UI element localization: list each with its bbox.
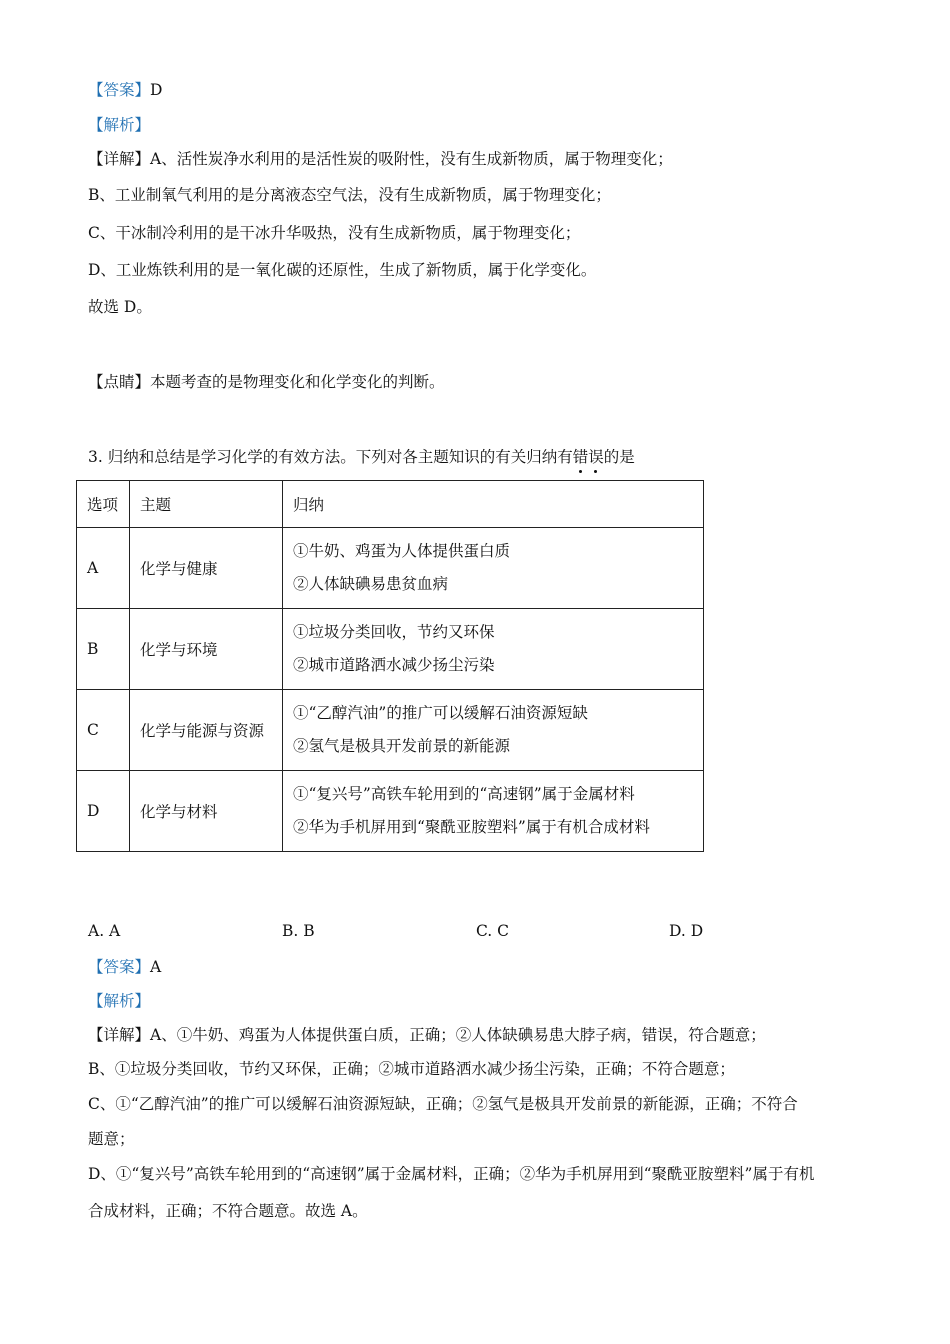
table-row-c [77, 690, 704, 771]
header-option: 选项 [77, 481, 130, 528]
answer-line-q3 [88, 956, 161, 978]
detail-line-q3-b: B、①垃圾分类回收，节约又环保，正确；②城市道路洒水减少扬尘污染，正确；不符合题意； [88, 1060, 735, 1078]
row-summary [283, 528, 704, 609]
table-header-row [77, 481, 704, 528]
table-row-a [77, 528, 704, 609]
choice-list [0, 922, 950, 944]
comment-line-q2 [88, 371, 445, 393]
stem-emphasis-char-2: 误 [588, 448, 604, 466]
analysis-line-q3 [88, 990, 150, 1012]
detail-line-q2-b: B、工业制氧气利用的是分离液态空气法，没有生成新物质，属于物理变化； [88, 186, 611, 204]
header-topic: 主题 [130, 481, 283, 528]
summary-item: ②华为手机屏用到“聚酰亚胺塑料”属于有机合成材料 [293, 818, 650, 836]
answer-value: A [150, 958, 162, 976]
choice-b[interactable]: B. B [282, 922, 315, 940]
detail-text: A、①牛奶、鸡蛋为人体提供蛋白质，正确；②人体缺碘易患大脖子病，错误，符合题意； [150, 1026, 766, 1044]
emphasis-dots [573, 446, 604, 468]
detail-line-q3-c-cont: 题意； [88, 1130, 135, 1148]
row-topic: 化学与环境 [130, 609, 283, 690]
answer-tag: 【答案】 [88, 958, 151, 976]
row-topic: 化学与材料 [130, 771, 283, 852]
detail-line-q3-d: D、①“复兴号”高铁车轮用到的“高速钢”属于金属材料，正确；②华为手机屏用到“聚酰亚胺塑料”属于有机 [88, 1165, 815, 1183]
detail-line-q3-c: C、①“乙醇汽油”的推广可以缓解石油资源短缺，正确；②氢气是极具开发前景的新能源，正确；不符合 [88, 1095, 798, 1113]
row-option: D [77, 771, 130, 852]
conclusion-line-q2: 故选 D。 [88, 298, 152, 316]
summary-item: ②人体缺碘易患贫血病 [293, 575, 449, 593]
detail-tag: 【详解】 [88, 150, 151, 168]
answer-line-q2 [88, 79, 162, 101]
analysis-tag: 【解析】 [88, 116, 151, 134]
summary-item: ②氢气是极具开发前景的新能源 [293, 737, 511, 755]
comment-tag: 【点睛】 [88, 373, 151, 391]
summary-item: ①“复兴号”高铁车轮用到的“高速钢”属于金属材料 [293, 785, 635, 803]
analysis-tag: 【解析】 [88, 992, 151, 1010]
detail-line-q2-d: D、工业炼铁利用的是一氧化碳的还原性，生成了新物质，属于化学变化。 [88, 261, 597, 279]
row-summary [283, 609, 704, 690]
choice-d[interactable]: D. D [669, 922, 704, 940]
table-row-b [77, 609, 704, 690]
summary-item: ①“乙醇汽油”的推广可以缓解石油资源短缺 [293, 704, 588, 722]
analysis-line-q2 [88, 114, 150, 136]
stem-emphasis-char-1: 错 [572, 448, 589, 466]
answer-value: D [150, 81, 163, 99]
row-option: C [77, 690, 130, 771]
row-topic: 化学与健康 [130, 528, 283, 609]
summary-item: ①牛奶、鸡蛋为人体提供蛋白质 [293, 542, 511, 560]
stem-prefix: 3. 归纳和总结是学习化学的有效方法。下列对各主题知识的有关归纳有 [88, 448, 573, 466]
detail-line-q3-d-cont: 合成材料，正确；不符合题意。故选 A。 [88, 1202, 368, 1220]
choice-a[interactable]: A. A [88, 922, 121, 940]
row-option: B [77, 609, 130, 690]
header-summary: 归纳 [283, 481, 704, 528]
answer-tag: 【答案】 [88, 81, 151, 99]
question-stem-q3 [88, 446, 635, 468]
summary-table [76, 480, 704, 852]
row-option: A [77, 528, 130, 609]
row-topic: 化学与能源与资源 [130, 690, 283, 771]
detail-text: A、活性炭净水利用的是活性炭的吸附性，没有生成新物质，属于物理变化； [150, 150, 673, 168]
detail-line-q3-a [88, 1024, 766, 1046]
detail-line-q2-c: C、干冰制冷利用的是干冰升华吸热，没有生成新物质，属于物理变化； [88, 224, 581, 242]
summary-item: ②城市道路洒水减少扬尘污染 [293, 656, 495, 674]
row-summary [283, 690, 704, 771]
comment-text: 本题考查的是物理变化和化学变化的判断。 [150, 373, 445, 391]
summary-item: ①垃圾分类回收，节约又环保 [293, 623, 495, 641]
choice-c[interactable]: C. C [476, 922, 510, 940]
stem-suffix: 的是 [603, 448, 635, 466]
detail-tag: 【详解】 [88, 1026, 151, 1044]
table-row-d [77, 771, 704, 852]
detail-line-q2-a [88, 148, 673, 170]
row-summary [283, 771, 704, 852]
